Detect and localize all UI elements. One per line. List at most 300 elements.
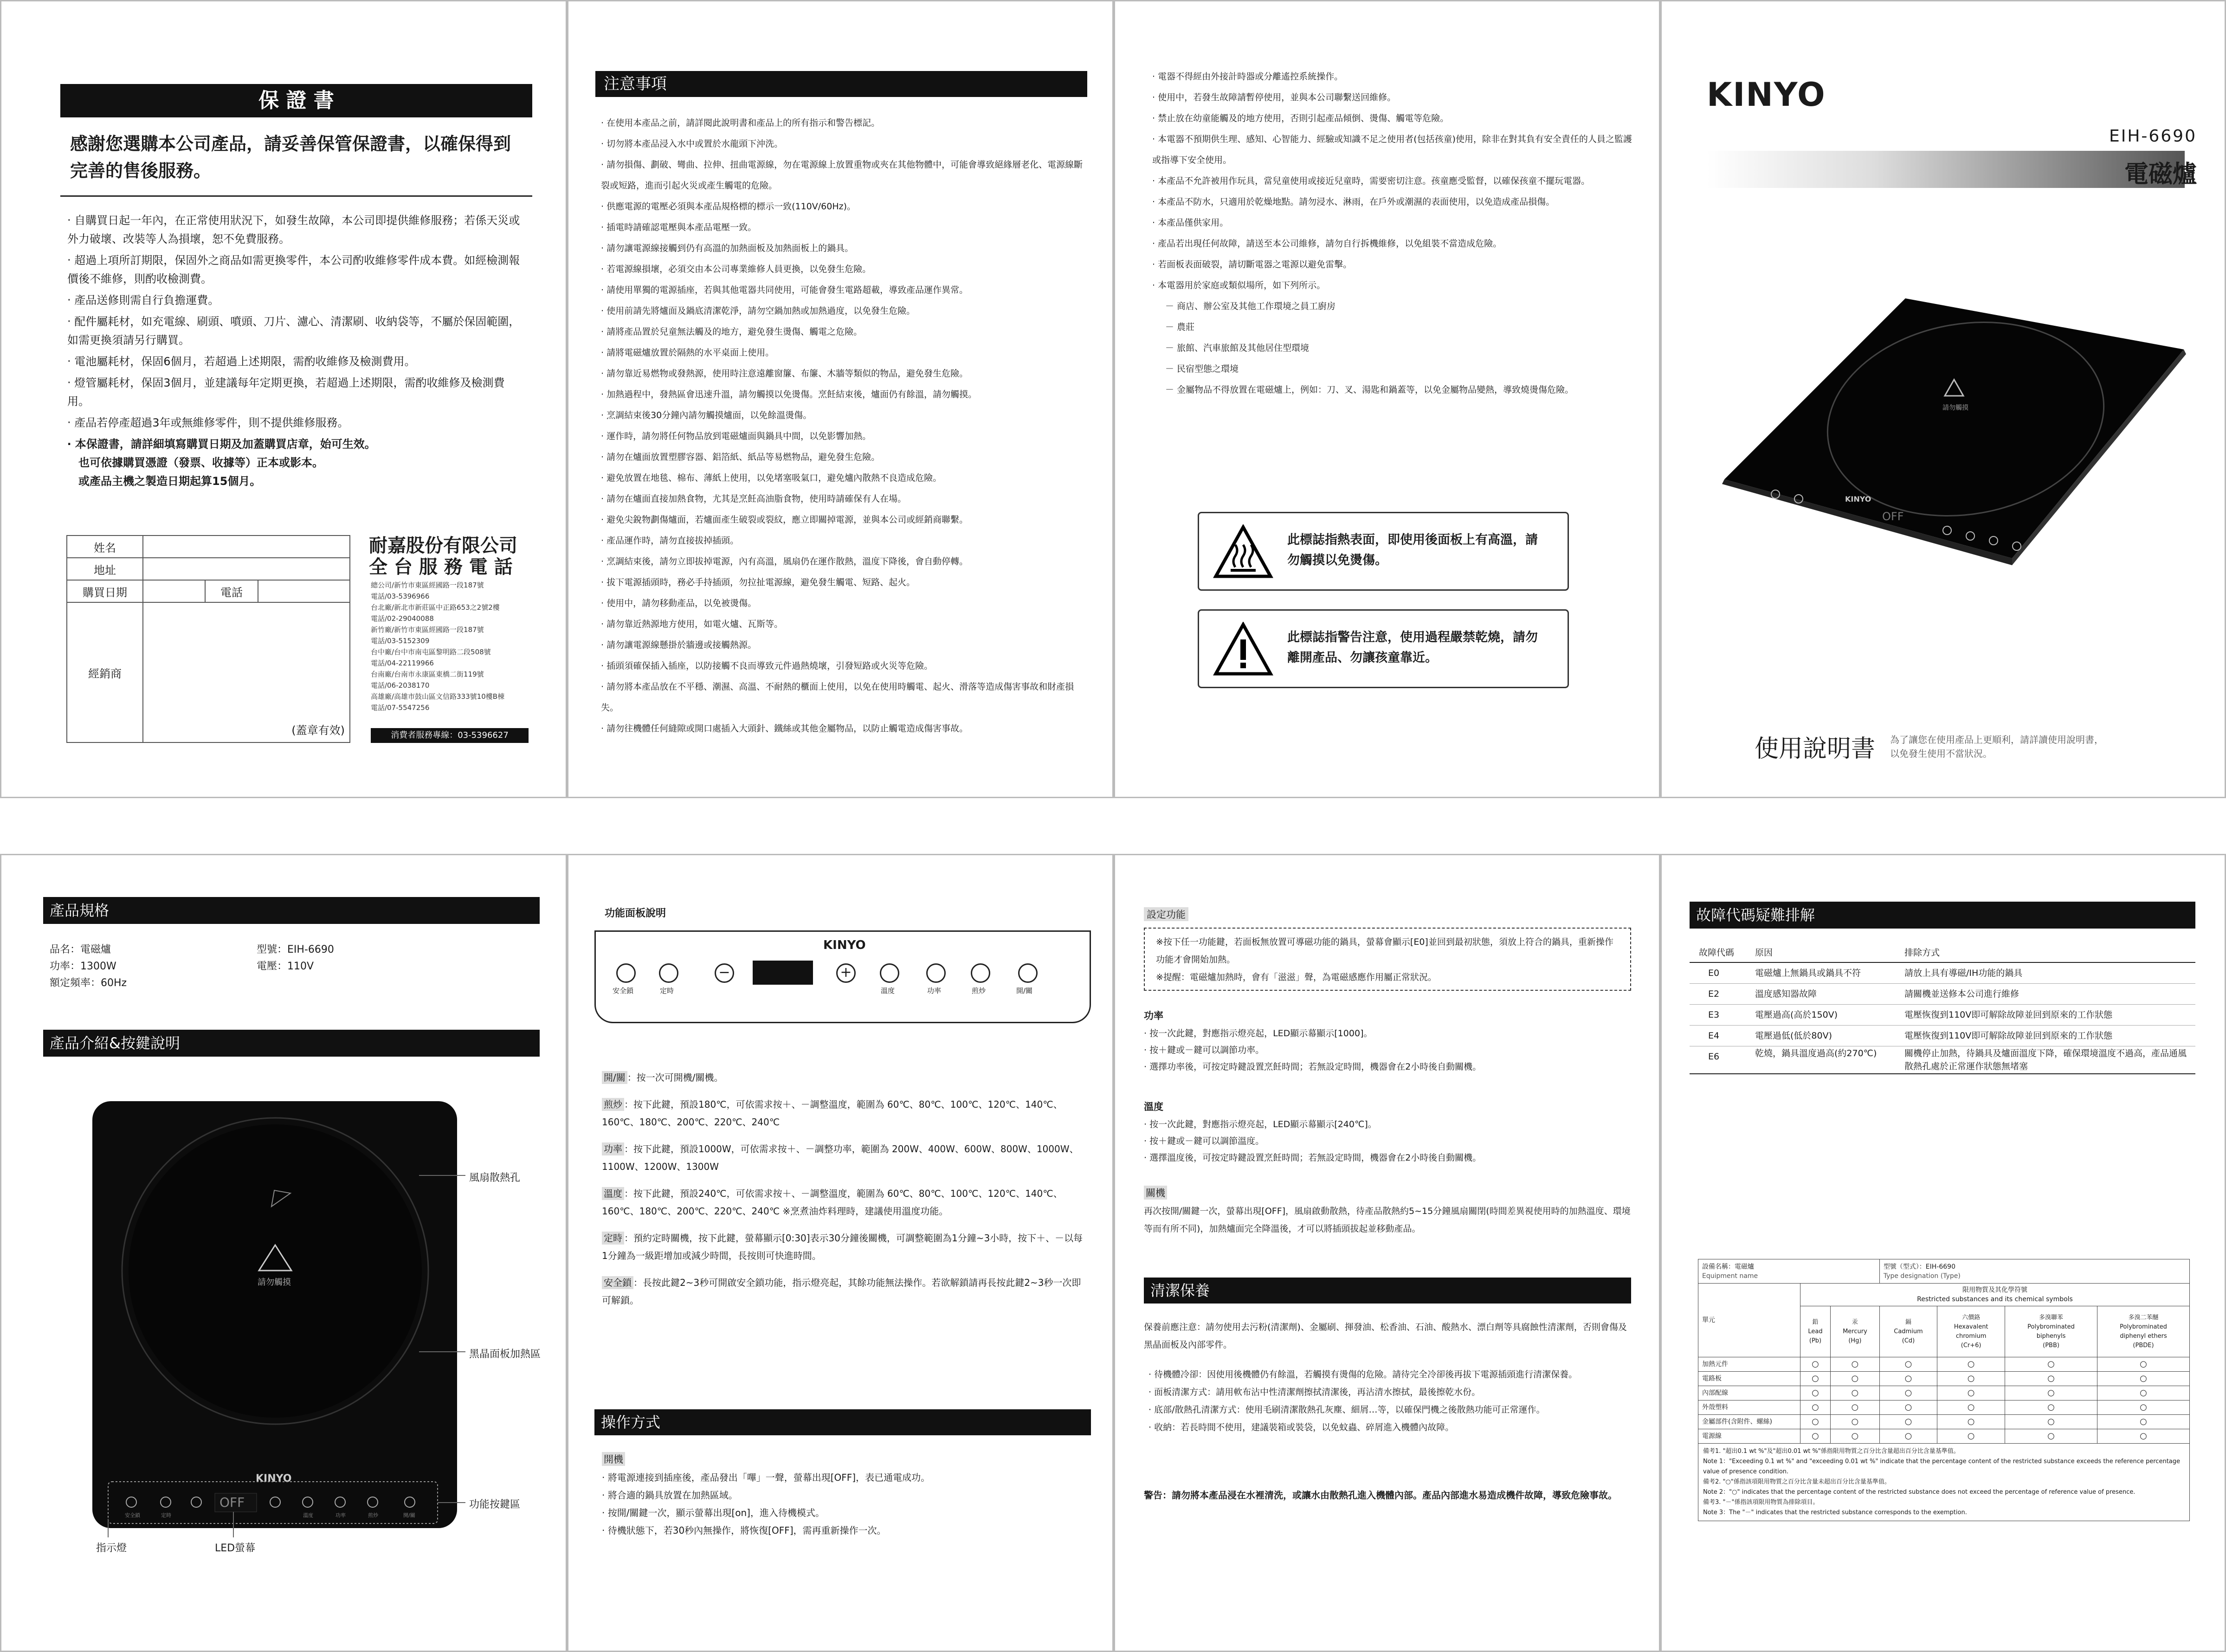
spec-name: 品名：電磁爐 [50,944,111,955]
list-item: ‧ 若電源線損壞，必須交由本公司專業維修人員更換，以免發生危險。 [601,264,871,274]
service-line: 台南廠/台南市永康區東橋二街119號 [371,670,484,678]
col-text: (Cr+6) [1961,1342,1981,1349]
temp-title: 溫度 [1144,1101,1163,1112]
mark-cell: ○ [1937,1386,2005,1400]
form-label-phone: 電話 [205,580,258,602]
list-item: ‧ 燈管屬耗材，保固3個月，並建議每年定期更換，若超過上述期限，需酌收維修及檢測費用。 [67,376,505,408]
rohs-note: 備考2. "○"係指該項限用物質之百分比含量未超出百分比含量基準值。 [1703,1478,1890,1485]
induction-cooker-image [1706,280,2198,568]
display-screen [753,961,813,985]
cause-cell: 溫度感知器故障 [1755,989,1817,999]
list-item: － 商店、辦公室及其他工作環境之員工廚房 [1165,301,1336,311]
hot-surface-box [1198,512,1569,591]
key-label: 安全鎖 [613,987,634,995]
power-level-icon[interactable] [926,963,946,983]
list-item: ‧ 按一次此鍵，對應指示燈亮起，LED顯示幕顯示[1000]。 [1144,1028,1373,1039]
function-desc: ：按下此鍵，預設240℃，可依需求按＋、－調整溫度，範圍為 60℃、80℃、100℃、120℃、140℃、160℃、180℃、200℃、220℃、240℃ ※烹煮油炸料理時，建議使用溫度功能。 [602,1188,1063,1217]
key-label: 功率 [927,987,942,995]
surface-label: 請勿觸摸 [1942,404,1968,412]
rohs-col-header [2005,1306,2097,1357]
mark-cell: ○ [1800,1357,1831,1372]
spec-voltage: 電壓：110V [257,961,314,972]
clean-list [1148,1366,1631,1436]
device-logo: KINYO [256,1473,292,1484]
function-item [602,1096,1084,1131]
list-item: ‧ 運作時，請勿將任何物品放到電磁爐面與鍋具中間，以免影響加熱。 [601,431,871,441]
mark-cell: ○ [2005,1357,2097,1372]
rohs-col-header [1879,1306,1937,1357]
list-item: ‧ 請勿將本產品放在不平穩、潮濕、高溫、不耐熱的櫃面上使用，以免在使用時觸電、起火、滑落等造成傷害事故和財產損失。 [601,682,1074,713]
panel-desc-title: 功能面板說明 [605,908,666,919]
list-item: ‧ 將合適的鍋具放置在加熱區域。 [602,1490,738,1501]
row-label: 電源線 [1698,1429,1800,1444]
list-item: ‧ 烹調結束後30分鐘內請勿觸摸爐面，以免餘溫燙傷。 [601,410,812,420]
hotline: 消費者服務專線：03-5396627 [371,728,529,743]
list-item: ‧ 若面板表面破裂，請切斷電器之電源以避免雷擊。 [1152,259,1352,270]
list-item: ‧ 避免尖銳物劃傷爐面，若爐面產生破裂或裂紋，應立即關掉電源，並與本公司或經銷商聯繫。 [601,515,968,525]
cover-panel [1660,0,2226,798]
off-title: 關機 [1144,1186,1167,1200]
col-text: 鉛 [1812,1318,1819,1326]
list-item: － 農莊 [1165,322,1195,332]
callout-keys: 功能按鍵區 [469,1499,521,1510]
fix-cell: 請放上具有導磁/IH功能的鍋具 [1904,968,2023,978]
mark-cell: ○ [2097,1372,2190,1386]
divider [60,195,532,197]
spec-freq: 額定頻率：60Hz [50,977,127,989]
caution-panel-2 [1114,0,1660,798]
mark-cell: ○ [1937,1400,2005,1415]
list-item: ‧ 配件屬耗材，如充電線、刷頭、噴頭、刀片、濾心、清潔刷、收納袋等，不屬於保固範圍，如需更換須請另行購買。 [67,315,520,347]
lock-icon[interactable] [616,963,636,983]
key-tag: 功率 [602,1142,624,1155]
callout-fan: 風扇散熱孔 [469,1172,521,1184]
list-item: ‧ 加熱過程中，發熱區會迅速升溫，請勿觸摸以免燙傷。烹飪結束後，爐面仍有餘溫，請勿觸摸。 [601,389,977,400]
off-text: 再次按開/關鍵一次，螢幕出現[OFF]，風扇啟動散熱，待產品散熱約5~15分鐘風扇關閉(時間差異視使用時的加熱溫度、環境等而有所不同)，加熱爐面完全降溫後，才可以將插頭拔起並移動產品。 [1144,1206,1631,1234]
function-item [602,1185,1084,1220]
mark-cell: ○ [2005,1372,2097,1386]
warning-icon [1213,622,1273,678]
code-cell: E2 [1708,989,1720,999]
fault-title: 故障代碼疑難排解 [1690,902,2195,929]
row-label: 電路板 [1698,1372,1800,1386]
mark-cell: ○ [2005,1429,2097,1444]
rohs-substance-header [1800,1284,2190,1306]
service-line: 電話/04-22119966 [371,659,434,667]
rohs-header: 限用物質及其化學符號 [1962,1286,2027,1294]
company-name: 耐嘉股份有限公司 [369,535,517,556]
bottom-sheet [0,854,2226,1652]
key-label: 開/關 [403,1512,415,1518]
warranty-title: 保 證 書 [60,84,532,117]
table-row [1690,962,2195,984]
mark-cell: ○ [2097,1415,2190,1429]
table-row [1698,1372,2190,1386]
mark-cell: ○ [2005,1415,2097,1429]
spec-power: 功率：1300W [50,961,116,972]
spec-model: 型號：EIH-6690 [257,944,334,955]
table-row [1698,1415,2190,1429]
caution-list-2 [1152,66,1635,400]
function-desc: ：按下此鍵，預設1000W，可依需求按＋、－調整功率，範圍為 200W、400W、600W、800W、1000W、1100W、1200W、1300W [602,1143,1079,1172]
list-item: ‧ 選擇溫度後，可按定時鍵設置烹飪時間；若無設定時間，機器會在2小時後自動關機。 [1144,1153,1482,1163]
service-line: 電話/06-2038170 [371,681,430,690]
cause-cell: 電壓過低(低於80V) [1755,1031,1832,1041]
function-desc: ：預約定時關機，按下此鍵，螢幕顯示[0:30]表示30分鐘後關機，可調整範圍為1分鐘~3小時，按下＋、－以每1分鐘為一級距增加或減少時間，長按則可快進時間。 [602,1233,1083,1261]
intro-title: 產品介紹&按鍵說明 [43,1030,540,1057]
mark-cell: ○ [1879,1357,1937,1372]
mark-cell: ○ [2097,1357,2190,1372]
rohs-col-header [2097,1306,2190,1357]
key-label: 定時 [161,1512,171,1518]
rohs-notes [1698,1444,2190,1521]
list-item: ‧ 請勿往機體任何縫隙或開口處插入大頭針、鐵絲或其他金屬物品，以防止觸電造成傷害事故。 [601,723,968,734]
table-row [1690,984,2195,1005]
list-item: ‧ 產品運作時，請勿直接拔掉插頭。 [601,536,739,546]
list-item: － 民宿型態之環境 [1165,364,1239,374]
stamp-note: (蓋章有效) [291,724,345,737]
mark-cell: ○ [1800,1429,1831,1444]
spec-panel [0,854,567,1652]
key-label: 煎炒 [368,1512,378,1518]
list-item: ‧ 烹調結束後，請勿立即拔掉電源，內有高溫，風扇仍在運作散熱，溫度下降後，會自動停轉。 [601,556,968,567]
fix-cell: 關機停止加熱，待鍋具及爐面溫度下降，確保環境溫度不過高，產品通風散熱孔處於正常運作狀態無堵塞 [1904,1048,2187,1071]
mark-cell: ○ [1831,1429,1880,1444]
col-text: (Pb) [1809,1337,1822,1344]
panel-logo: KINYO [823,938,866,952]
table-row [1698,1386,2190,1400]
settings-note: ※提醒：電磁爐加熱時，會有「滋滋」聲，為電磁感應作用屬正常狀況。 [1156,972,1437,982]
mark-cell: ○ [1879,1386,1937,1400]
col-text: Lead [1808,1328,1823,1335]
settings-tag: 設定功能 [1144,907,1188,921]
mark-cell: ○ [1879,1400,1937,1415]
table-row [1690,1026,2195,1046]
temp-list [1144,1116,1631,1166]
key-tag: 煎炒 [602,1098,624,1111]
service-line: 高雄廠/高雄市鼓山區文信路333號10樓B棟 [371,692,505,701]
service-list [371,580,538,713]
table-row [1698,1357,2190,1372]
mark-cell: ○ [1800,1372,1831,1386]
rohs-equip-en: Equipment name [1702,1272,1758,1280]
list-item: ‧ 插電時請確認電壓與本產品電壓一致。 [601,222,757,232]
clean-warning: 警告：請勿將本產品浸在水裡清洗，或讓水由散熱孔進入機體內部。產品內部進水易造成機件故障，導致危險事故。 [1144,1490,1617,1501]
mark-cell: ○ [1831,1357,1880,1372]
top-sheet [0,0,2226,798]
row-label: 金屬部件(含附件、螺絲) [1698,1415,1800,1429]
caution-panel [567,0,1114,798]
form-label-name: 姓名 [67,536,143,558]
key-tag: 開/關 [602,1071,627,1084]
list-item: ‧ 本產品不防水，只適用於乾燥地點。請勿浸水、淋雨，在戶外或潮濕的表面使用，以免造成產品損傷。 [1152,197,1555,207]
mark-cell: ○ [1800,1400,1831,1415]
table-row [1698,1429,2190,1444]
table-row [1698,1400,2190,1415]
service-line: 總公司/新竹市東區經國路一段187號 [371,581,484,589]
timer-icon[interactable] [659,963,678,983]
list-item: ‧ 請勿靠近熱源地方使用，如電火爐、瓦斯等。 [601,619,783,629]
operation-title: 操作方式 [594,1409,1091,1435]
manual-note: 為了讓您在使用產品上更順利，請詳讀使用說明書，以免發生使用不當狀況。 [1890,734,2103,759]
function-item [602,1229,1084,1265]
list-item: ‧ 本產品僅供家用。 [1152,218,1229,228]
list-item: ‧ 面板清潔方式：請用軟布沾中性清潔劑擦拭清潔後，再沾清水擦拭，最後擦乾水份。 [1148,1387,1481,1397]
form-label-date: 購買日期 [67,580,143,602]
list-item: ‧ 自購買日起一年內，在正常使用狀況下，如發生故障，本公司即提供維修服務；若係天災或外力破壞、改裝等人為損壞，恕不免費服務。 [67,214,520,245]
function-panel [567,854,1114,1652]
list-item: ‧ 供應電源的電壓必須與本產品規格標的標示一致(110V/60Hz)。 [601,201,856,212]
dealer-field[interactable] [143,602,350,742]
list-item: ‧ 電器不得經由外接計時器或分離遙控系統操作。 [1152,71,1343,82]
mark-cell: ○ [2097,1400,2190,1415]
list-item: ‧ 待機狀態下，若30秒內無操作，將恢復[OFF]，需再重新操作一次。 [602,1525,886,1536]
list-item: ‧ 在使用本產品之前，請詳閱此說明書和產品上的所有指示和警告標記。 [601,118,880,128]
code-cell: E0 [1708,968,1720,978]
rohs-col-header [1831,1306,1880,1357]
clean-intro: 保養前應注意：請勿使用去污粉(清潔劑)、金屬刷、揮發油、松香油、石油、酸熱水、漂白劑等具腐蝕性清潔劑，否則會傷及黑晶面板及內部零件。 [1144,1322,1627,1350]
function-desc: ：按下此鍵，預設180℃，可依需求按＋、－調整溫度，範圍為 60℃、80℃、100℃、120℃、140℃、160℃、180℃、200℃、220℃、240℃ [602,1099,1063,1128]
form-label-dealer: 經銷商 [67,602,143,742]
mark-cell: ○ [1937,1415,2005,1429]
mark-cell: ○ [1879,1415,1937,1429]
fault-panel [1660,854,2226,1652]
name-field[interactable] [143,536,350,558]
device-display: OFF [1882,510,1904,523]
col-text: (PBDE) [2133,1342,2154,1349]
list-item: ‧ 底部/散熱孔清潔方式：使用毛刷清潔散熱孔灰塵、細屑…等，以確保門機之後散熱功能可正常運作。 [1148,1405,1545,1415]
rohs-note: 備考3. "－"係指該項限用物質為排除項目。 [1703,1499,1819,1506]
list-item: ‧ 請將電磁爐放置於隔熱的水平桌面上使用。 [601,348,774,358]
warranty-thanks: 感謝您選購本公司產品，請妥善保管保證書，以確保得到完善的售後服務。 [70,134,511,181]
col-text: biphenyls [2036,1332,2066,1340]
mark-cell: ○ [2097,1386,2190,1400]
list-item: ‧ 本電器不預期供生理、感知、心智能力、經驗或知識不足之使用者(包括孩童)使用，除非在對其負有安全責任的人員之監護或指導下安全使用。 [1152,134,1632,165]
list-item: ‧ 收納：若長時間不使用，建議裝箱或裝袋，以免蚊蟲、碎屑進入機體內故障。 [1148,1422,1454,1433]
list-item: ‧ 按開/關鍵一次，顯示螢幕出現[on]，進入待機模式。 [602,1507,825,1518]
hot-surface-icon [1213,524,1273,580]
rohs-type-cell [1879,1259,2189,1284]
product-name-bar [1707,151,2185,188]
warranty-panel [0,0,567,798]
function-item [602,1069,1084,1086]
power-icon[interactable] [1018,963,1038,983]
power-list [1144,1025,1631,1075]
fix-cell: 請關機並送修本公司進行維修 [1904,989,2020,999]
rohs-equip: 設備名稱：電磁爐 [1702,1263,1754,1271]
key-label: 功率 [336,1512,346,1518]
mark-cell: ○ [1879,1372,1937,1386]
col-text: chromium [1955,1332,1987,1340]
service-line: 電話/07-5547256 [371,703,430,712]
list-item: ‧ 避免放置在地毯、棉布、薄紙上使用，以免堵塞吸氣口，避免爐內散熱不良造成危險。 [601,473,942,483]
list-item: ‧ 按＋鍵或－鍵可以調節功率。 [1144,1045,1265,1055]
list-item-bold: 或產品主機之製造日期起算15個月。 [78,475,261,488]
rohs-note: Note 2："○" indicates that the percentage content of the restricted substance does not exceed the percentage of reference value of presence. [1703,1489,2136,1496]
callout-surface: 黑晶面板加熱區 [469,1349,541,1360]
mark-cell: ○ [1831,1386,1880,1400]
row-label: 加熱元件 [1698,1357,1800,1372]
warranty-list [67,211,527,490]
service-line: 電話/03-5152309 [371,637,430,645]
list-item: ‧ 電池屬耗材，保固6個月，若超過上述期限，需酌收維修及檢測費用。 [67,355,416,368]
list-item: ‧ 請勿在爐面直接加熱食物，尤其是烹飪高油脂食物，使用時請確保有人在場。 [601,494,907,504]
service-line: 電話/03-5396966 [371,592,430,600]
function-list [602,1069,1084,1309]
list-item: ‧ 請勿讓電源線懸掛於牆邊或接觸熱源。 [601,640,757,650]
list-item: ‧ 超過上項所訂期限，保固外之商品如需更換零件，本公司酌收維修零件成本費。如經檢測報價後不維修，則酌收檢測費。 [67,254,520,285]
key-label: 定時 [660,987,674,995]
col-text: Polybrominated [2027,1323,2075,1330]
rohs-note: Note 1："Exceeding 0.1 wt %" and "exceeding 0.01 wt %" indicate that the percentage content of the restricted substance exceeds the reference percentage value of presence condition. [1703,1458,2181,1475]
code-cell: E6 [1708,1052,1720,1062]
row-label: 內部配線 [1698,1386,1800,1400]
rohs-note: 備考1. "超出0.1 wt %"及"超出0.01 wt %"係指限用物質之百分比含量超出百分比含量基準值。 [1703,1448,1960,1455]
settings-note-box [1144,928,1631,991]
list-item: ‧ 請勿讓電源線接觸到仍有高溫的加熱面板及加熱面板上的鍋具。 [601,243,854,253]
list-item: － 旅館、汽車旅館及其他居住型環境 [1165,343,1310,353]
operation-list [602,1469,1084,1539]
list-item: ‧ 選擇功率後，可按定時鍵設置烹飪時間；若無設定時間，機器會在2小時後自動關機。 [1144,1062,1482,1072]
table-row [1690,1005,2195,1026]
service-line: 台北廠/新北市新莊區中正路653之2號2樓 [371,603,500,612]
list-item: ‧ 請使用單獨的電源插座，若與其他電器共同使用，可能會發生電路超載，導致產品運作異常。 [601,285,968,295]
list-item: ‧ 請勿在爐面放置塑膠容器、鋁箔紙、紙品等易燃物品，避免發生危險。 [601,452,880,462]
function-item [602,1140,1084,1175]
fault-table [1690,943,2195,1074]
phone-field[interactable] [258,580,350,602]
table-row [1690,1046,2195,1074]
list-item: ‧ 插頭須確保插入插座，以防接觸不良而導致元件過熱燒壞，引發短路或火災等危險。 [601,661,933,671]
code-cell: E4 [1708,1031,1720,1041]
list-item: ‧ 本產品不允許被用作玩具，當兒童使用或接近兒童時，需要密切注意。孩童應受監督，以確保孩童不擺玩電器。 [1152,176,1590,186]
mark-cell: ○ [1831,1415,1880,1429]
list-item: ‧ 按＋鍵或－鍵可以調節溫度。 [1144,1136,1265,1146]
col-text: (Hg) [1848,1337,1862,1344]
column-header: 原因 [1755,948,1773,958]
list-item: ‧ 使用中，若發生故障請暫停使用，並與本公司聯繫送回維修。 [1152,92,1396,103]
device-logo: KINYO [1845,495,1871,503]
device-diagram [57,1073,567,1556]
col-text: 汞 [1852,1318,1858,1326]
list-item: ‧ 使用中，請勿移動產品，以免被燙傷。 [601,598,757,608]
mark-cell: ○ [1937,1429,2005,1444]
mark-cell: ○ [2005,1386,2097,1400]
list-item: ‧ 本電器用於家庭或類似場所，如下列所示。 [1152,280,1326,290]
key-tag: 溫度 [602,1187,624,1200]
warranty-form [66,535,350,743]
date-field[interactable] [143,580,205,602]
list-item: ‧ 產品送修則需自行負擔運費。 [67,294,219,307]
fix-cell: 電壓恢復到110V即可解除故障並回到原來的工作狀態 [1904,1010,2113,1020]
function-item [602,1274,1084,1309]
key-label: 溫度 [881,987,895,995]
list-item: ‧ 請勿靠近易燃物或發熱源，使用時注意遠離窗簾、布簾、木牆等類似的物品，避免發生危險。 [601,368,968,379]
manual-title: 使用說明書 [1755,735,1876,763]
address-field[interactable] [143,558,350,580]
mark-cell: ○ [2005,1400,2097,1415]
mark-cell: ○ [2097,1429,2190,1444]
rohs-table [1698,1259,2190,1521]
mark-cell: ○ [1800,1415,1831,1429]
mark-cell: ○ [1800,1386,1831,1400]
col-text: 多溴二苯醚 [2128,1314,2159,1321]
clean-title: 清潔保養 [1144,1278,1631,1304]
mark-cell: ○ [1831,1400,1880,1415]
fix-cell: 電壓恢復到110V即可解除故障並回到原來的工作狀態 [1904,1031,2113,1041]
cause-cell: 電磁爐上無鍋具或鍋具不符 [1755,968,1861,978]
key-tag: 定時 [602,1232,624,1245]
key-label: 開/關 [1016,987,1033,995]
rohs-equip-cell [1698,1259,1880,1284]
model-number: EIH-6690 [2109,127,2197,146]
key-label: 煎炒 [972,987,986,995]
warning-box [1198,609,1569,688]
list-item-bold: ‧ 本保證書，請詳細填寫購買日期及加蓋購買店章，始可生效。 [67,438,376,451]
hot-surface-text: 此標誌指熱表面，即使用後面板上有高溫，請勿觸摸以免燙傷。 [1287,533,1538,568]
list-item: ‧ 禁止放在幼童能觸及的地方使用，否則引起產品傾倒、燙傷、觸電等危險。 [1152,113,1449,123]
caution-title: 注意事項 [595,71,1087,97]
col-text: Cadmium [1894,1328,1923,1335]
service-title: 全 台 服 務 電 話 [369,556,513,578]
col-text: Hexavalent [1954,1323,1988,1330]
col-text: (Cd) [1902,1337,1915,1344]
spec-title: 產品規格 [43,897,540,924]
column-header: 故障代碼 [1699,948,1735,958]
rohs-note: Note 3：The "－" indicates that the restricted substance corresponds to the exemption. [1703,1509,1967,1516]
device-display: OFF [219,1495,245,1510]
mark-cell: ○ [1937,1357,2005,1372]
list-item: － 金屬物品不得放置在電磁爐上，例如：刀、叉、湯匙和鍋蓋等，以免金屬物品變熱，導致燒燙傷危險。 [1165,385,1574,395]
fry-icon[interactable] [971,963,990,983]
callout-led: LED螢幕 [215,1542,256,1554]
col-text: 六價鉻 [1962,1314,1981,1321]
col-text: Polybrominated [2120,1323,2167,1330]
table-header [1690,943,2195,962]
brand-logo: KINYO [1707,76,1826,114]
rohs-header-en: Restricted substances and its chemical symbols [1917,1296,2073,1303]
temperature-icon[interactable] [880,963,899,983]
col-text: 多溴聯苯 [2039,1314,2064,1321]
list-item: ‧ 使用前請先將爐面及鍋底清潔乾淨，請勿空鍋加熱或加熱過度，以免發生危險。 [601,306,916,316]
list-item: ‧ 請勿損傷、劃破、彎曲、拉伸、扭曲電源線，勿在電源線上放置重物或夾在其他物體中，可能會導致絕緣層老化、電源線斷裂或短路，進而引起火災或產生觸電的危險。 [601,160,1083,191]
function-desc: ：長按此鍵2~3秒可開啟安全鎖功能，指示燈亮起，其餘功能無法操作。若欲解鎖請再長按此鍵2~3秒一次即可解鎖。 [602,1277,1081,1306]
plus-icon[interactable]: + [836,963,856,983]
row-label: 外殼塑料 [1698,1400,1800,1415]
code-cell: E3 [1708,1010,1720,1020]
warning-text: 此標誌指警告注意，使用過程嚴禁乾燒，請勿離開產品、勿讓孩童靠近。 [1287,630,1538,665]
list-item: ‧ 拔下電源插頭時，務必手持插頭，勿拉扯電源線，避免發生觸電、短路、起火。 [601,577,916,587]
form-label-address: 地址 [67,558,143,580]
settings-note: ※按下任一功能鍵，若面板無放置可導磁功能的鍋具，螢幕會顯示[E0]並回到最初狀態，須放上符合的鍋具，重新操作功能才會開始加熱。 [1156,937,1613,965]
rohs-unit-header: 單元 [1698,1284,1800,1357]
col-text: Mercury [1843,1328,1867,1335]
cause-cell: 電壓過高(高於150V) [1755,1010,1838,1020]
list-item: ‧ 待機體冷卻：因使用後機體仍有餘溫，若觸摸有燙傷的危險。請待完全冷卻後再拔下電源插頭進行清潔保養。 [1148,1369,1578,1380]
list-item-bold: 也可依據購買憑證（發票、收據等）正本或影本。 [78,456,323,469]
col-text: (PBB) [2043,1342,2059,1349]
rohs-col-header [1800,1306,1831,1357]
caution-list [601,113,1084,739]
minus-icon[interactable]: − [715,963,734,983]
function-desc: ：按一次可開機/關機。 [627,1072,723,1083]
service-line: 新竹廠/新竹市東區經國路一段187號 [371,626,484,634]
key-tag: 安全鎖 [602,1276,633,1289]
rohs-col-header [1937,1306,2005,1357]
list-item: ‧ 產品若停產超過3年或無維修零件，則不提供維修服務。 [67,416,349,429]
control-panel-diagram [594,930,1091,1023]
rohs-type: 型號（型式）：EIH-6690 [1883,1263,1955,1271]
